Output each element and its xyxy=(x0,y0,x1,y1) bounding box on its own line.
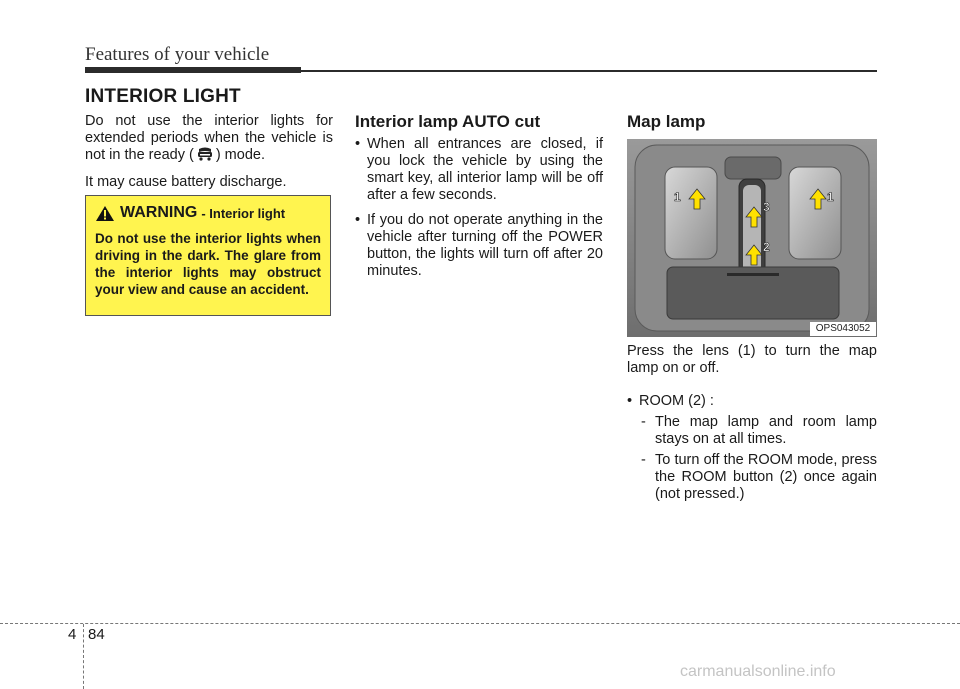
warning-title: WARNING xyxy=(120,204,198,221)
auto-cut-title: Interior lamp AUTO cut xyxy=(355,112,541,131)
warning-header xyxy=(95,204,321,222)
list-item: • ROOM (2) : xyxy=(627,393,714,409)
callout-2: 2 xyxy=(763,240,770,254)
section-title: INTERIOR LIGHT xyxy=(85,86,241,107)
warning-subtitle: - Interior light xyxy=(201,205,286,221)
map-lamp-text xyxy=(627,343,877,503)
watermark: carmanualsonline.info xyxy=(680,663,836,680)
warning-body: Do not use the interior lights when driving in the dark. The glare from the interior lights may obstruct your view and cause an accident. xyxy=(95,231,321,297)
callout-1-left: 1 xyxy=(674,190,681,204)
warning-box xyxy=(85,195,331,316)
callout-1-right: 1 xyxy=(827,190,834,204)
callout-3: 3 xyxy=(763,200,770,214)
intro-column xyxy=(85,113,333,191)
intro-text-end: ) mode. xyxy=(215,147,265,163)
page-number: 84 xyxy=(88,626,105,643)
list-item: - To turn off the ROOM mode, press the ROOM button (2) once again (not pressed.) xyxy=(641,452,877,502)
photo-label: OPS043052 xyxy=(810,322,876,336)
header-rule xyxy=(85,67,301,73)
chapter-number: 4 xyxy=(68,626,77,643)
running-header: Features of your vehicle xyxy=(85,44,270,65)
ready-mode-icon xyxy=(196,147,214,161)
map-lamp-paragraph: Press the lens (1) to turn the map lamp on or off. xyxy=(627,343,877,376)
map-lamp-title: Map lamp xyxy=(627,112,706,131)
intro-paragraph xyxy=(85,113,333,164)
map-lamp-photo xyxy=(627,139,877,337)
footer-rule xyxy=(0,623,960,624)
list-item: • If you do not operate anything in the vehicle after turning off the POWER button, the lights will turn off after 20 minutes. xyxy=(355,212,603,279)
list-item: • When all entrances are closed, if you lock the vehicle by using the smart key, all interior lamp will be off after a few seconds. xyxy=(355,136,603,203)
footer-divider xyxy=(83,624,84,689)
header-rule-thin xyxy=(301,70,877,72)
room-sub-list xyxy=(641,414,877,503)
auto-cut-column xyxy=(355,113,603,288)
warning-triangle-icon xyxy=(95,205,115,222)
map-lamp-column xyxy=(627,113,877,136)
list-item: - The map lamp and room lamp stays on at all times. xyxy=(641,414,877,447)
intro-paragraph-2: It may cause battery discharge. xyxy=(85,174,287,190)
intro-text: Do not use the interior lights for extended periods when the vehicle is not in the ready ( xyxy=(85,113,333,163)
